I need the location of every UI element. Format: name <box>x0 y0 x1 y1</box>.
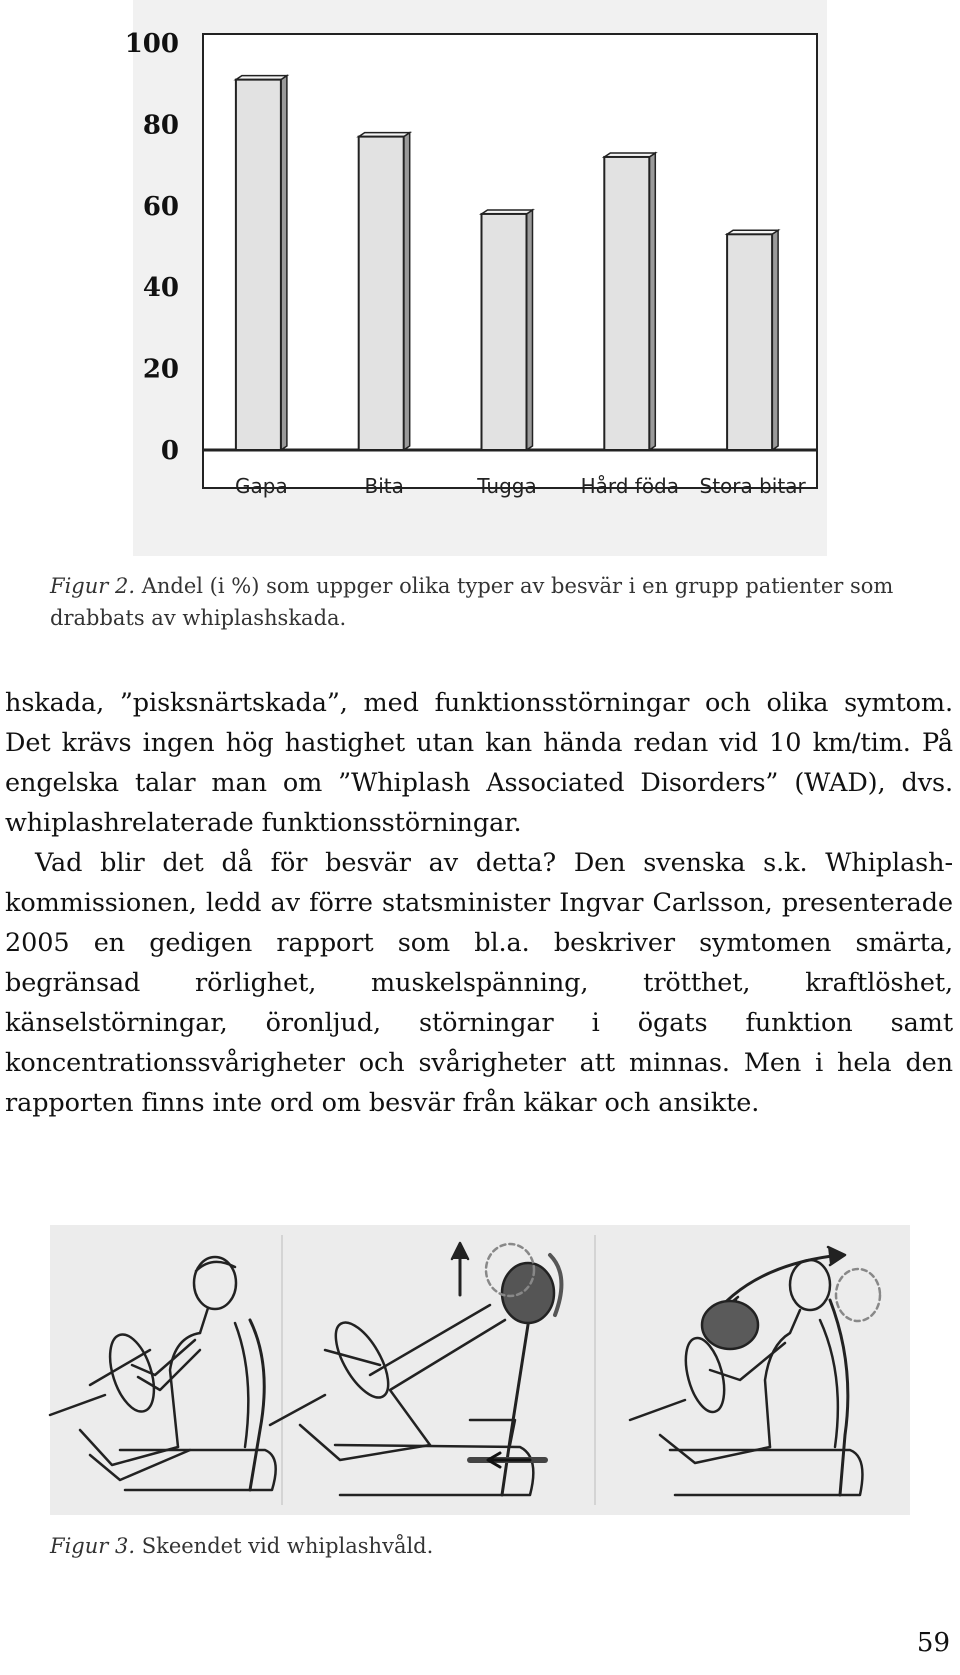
figure-3-caption <box>50 1530 433 1562</box>
y-tick-label: 20 <box>142 354 179 385</box>
figure-3-label: Figur 3. <box>50 1534 136 1558</box>
bar-chart <box>124 0 827 556</box>
paragraph-2: Vad blir det då för besvär av detta? Den svenska s.k. Whiplash-kommissionen, ledd av förre statsminister Ingvar Carlsson, presenterade 2005 en gedigen rapport som bl.a. beskriver symtomen smärta, begränsad rörlighet, muskelspänning, trötthet, kraftlöshet, känselstörningar, öronljud, störningar i ögats funktion samt koncentrationssvårigheter och svårigheter att minnas. Men i hela den rapporten finns inte ord om besvär från käkar och ansikte. <box>5 848 953 1118</box>
bar-chart-figure <box>124 0 827 556</box>
whiplash-illustration-image <box>50 1225 910 1515</box>
page-number: 59 <box>916 1628 950 1658</box>
figure-2-text: Andel (i %) som uppger olika typer av besvär i en grupp patienter som drabbats av whiplashskada. <box>50 574 894 630</box>
y-tick-label: 80 <box>142 110 179 141</box>
bar-gapa <box>236 80 281 450</box>
y-tick-label: 40 <box>142 273 179 304</box>
x-tick-label: Stora bitar <box>699 474 806 498</box>
x-tick-label: Bita <box>364 474 404 498</box>
y-tick-label: 100 <box>124 29 179 59</box>
bar-stora-bitar <box>727 234 772 450</box>
figure-3-text: Skeendet vid whiplashvåld. <box>141 1534 434 1558</box>
bar-tugga <box>482 214 527 450</box>
x-tick-label: Hård föda <box>580 474 680 498</box>
whiplash-illustration <box>50 1225 910 1515</box>
bar-hård-föda <box>604 157 649 450</box>
bar-bita <box>359 137 404 450</box>
body-text <box>5 683 953 1123</box>
y-tick-label: 60 <box>142 191 179 222</box>
x-tick-label: Tugga <box>477 474 537 498</box>
paragraph-1: hskada, ”pisksnärtskada”, med funktionsstörningar och olika symtom. Det krävs ingen hög hastighet utan kan hända redan vid 10 km/tim. På engelska talar man om ”Whiplash Associated Disorders” (WAD), dvs. whiplashrelaterade funktionsstörningar. <box>5 688 953 838</box>
figure-2-caption <box>50 570 930 634</box>
x-tick-label: Gapa <box>235 474 288 498</box>
figure-2-label: Figur 2. <box>50 574 136 598</box>
y-tick-label: 0 <box>160 436 179 466</box>
